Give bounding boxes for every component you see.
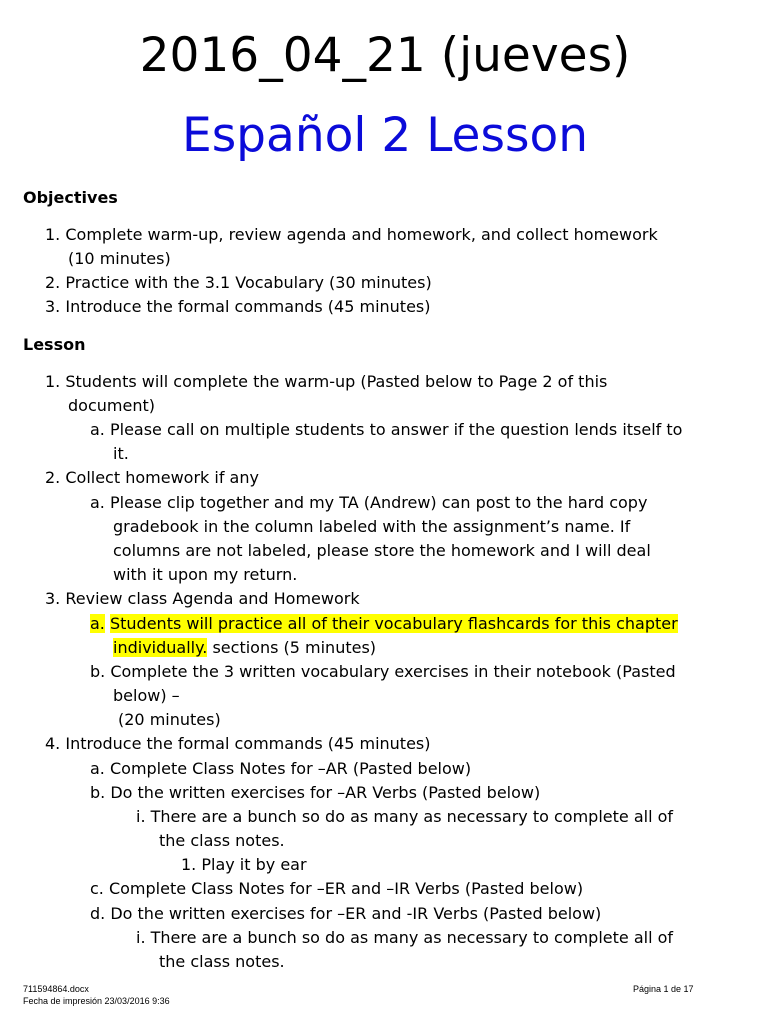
lesson-item-3a-rest: sections (5 minutes) [207, 638, 377, 657]
lesson-item-2a-cont-2: columns are not labeled, please store the homework and I will deal [113, 541, 651, 560]
page-subtitle: Español 2 Lesson [182, 108, 588, 163]
lesson-item-4b-i-1: 1. Play it by ear [181, 855, 307, 874]
lesson-item-2a-cont-1: gradebook in the column labeled with the assignment’s name. If [113, 517, 631, 536]
lesson-item-4c: c. Complete Class Notes for –ER and –IR Verbs (Pasted below) [90, 879, 584, 898]
lesson-item-4d-i: i. There are a bunch so do as many as necessary to complete all of [136, 928, 674, 947]
footer-filename: 711594864.docx [23, 984, 89, 994]
objective-1: 1. Complete warm-up, review agenda and homework, and collect homework [45, 225, 658, 244]
footer-page-number: Página 1 de 17 [633, 984, 694, 994]
objective-2: 2. Practice with the 3.1 Vocabulary (30 minutes) [45, 273, 432, 292]
objective-3: 3. Introduce the formal commands (45 minutes) [45, 297, 431, 316]
lesson-item-2a-cont-3: with it upon my return. [113, 565, 298, 584]
lesson-item-3b: b. Complete the 3 written vocabulary exercises in their notebook (Pasted [90, 662, 676, 681]
lesson-item-1-cont: document) [68, 396, 155, 415]
lesson-item-4b: b. Do the written exercises for –AR Verbs (Pasted below) [90, 783, 541, 802]
lesson-item-1: 1. Students will complete the warm-up (Pasted below to Page 2 of this [45, 372, 608, 391]
lesson-item-4a: a. Complete Class Notes for –AR (Pasted below) [90, 759, 472, 778]
lesson-item-2a: a. Please clip together and my TA (Andrew) can post to the hard copy [90, 493, 648, 512]
lesson-item-2: 2. Collect homework if any [45, 468, 259, 487]
lesson-heading: Lesson [23, 335, 86, 354]
footer-print-date: Fecha de impresión 23/03/2016 9:36 [23, 996, 170, 1006]
lesson-item-3: 3. Review class Agenda and Homework [45, 589, 360, 608]
lesson-item-4d: d. Do the written exercises for –ER and -IR Verbs (Pasted below) [90, 904, 602, 923]
lesson-item-3b-cont-1: below) – [113, 686, 180, 705]
lesson-item-3a [90, 612, 678, 636]
lesson-item-1a-cont: it. [113, 444, 129, 463]
lesson-item-4d-i-cont: the class notes. [159, 952, 285, 971]
lesson-item-4b-i: i. There are a bunch so do as many as necessary to complete all of [136, 807, 674, 826]
highlight-text-2: individually. [113, 638, 208, 657]
lesson-item-1a: a. Please call on multiple students to answer if the question lends itself to [90, 420, 683, 439]
lesson-item-4b-i-cont: the class notes. [159, 831, 285, 850]
page-title: 2016_04_21 (jueves) [139, 28, 631, 83]
lesson-item-3a-cont [113, 636, 376, 660]
objectives-heading: Objectives [23, 188, 118, 207]
highlight-marker: a. [90, 614, 105, 633]
lesson-item-3b-cont-2: (20 minutes) [118, 710, 221, 729]
lesson-item-4: 4. Introduce the formal commands (45 minutes) [45, 734, 431, 753]
objective-1-cont: (10 minutes) [68, 249, 171, 268]
highlight-text-1: Students will practice all of their vocabulary flashcards for this chapter [109, 614, 678, 633]
